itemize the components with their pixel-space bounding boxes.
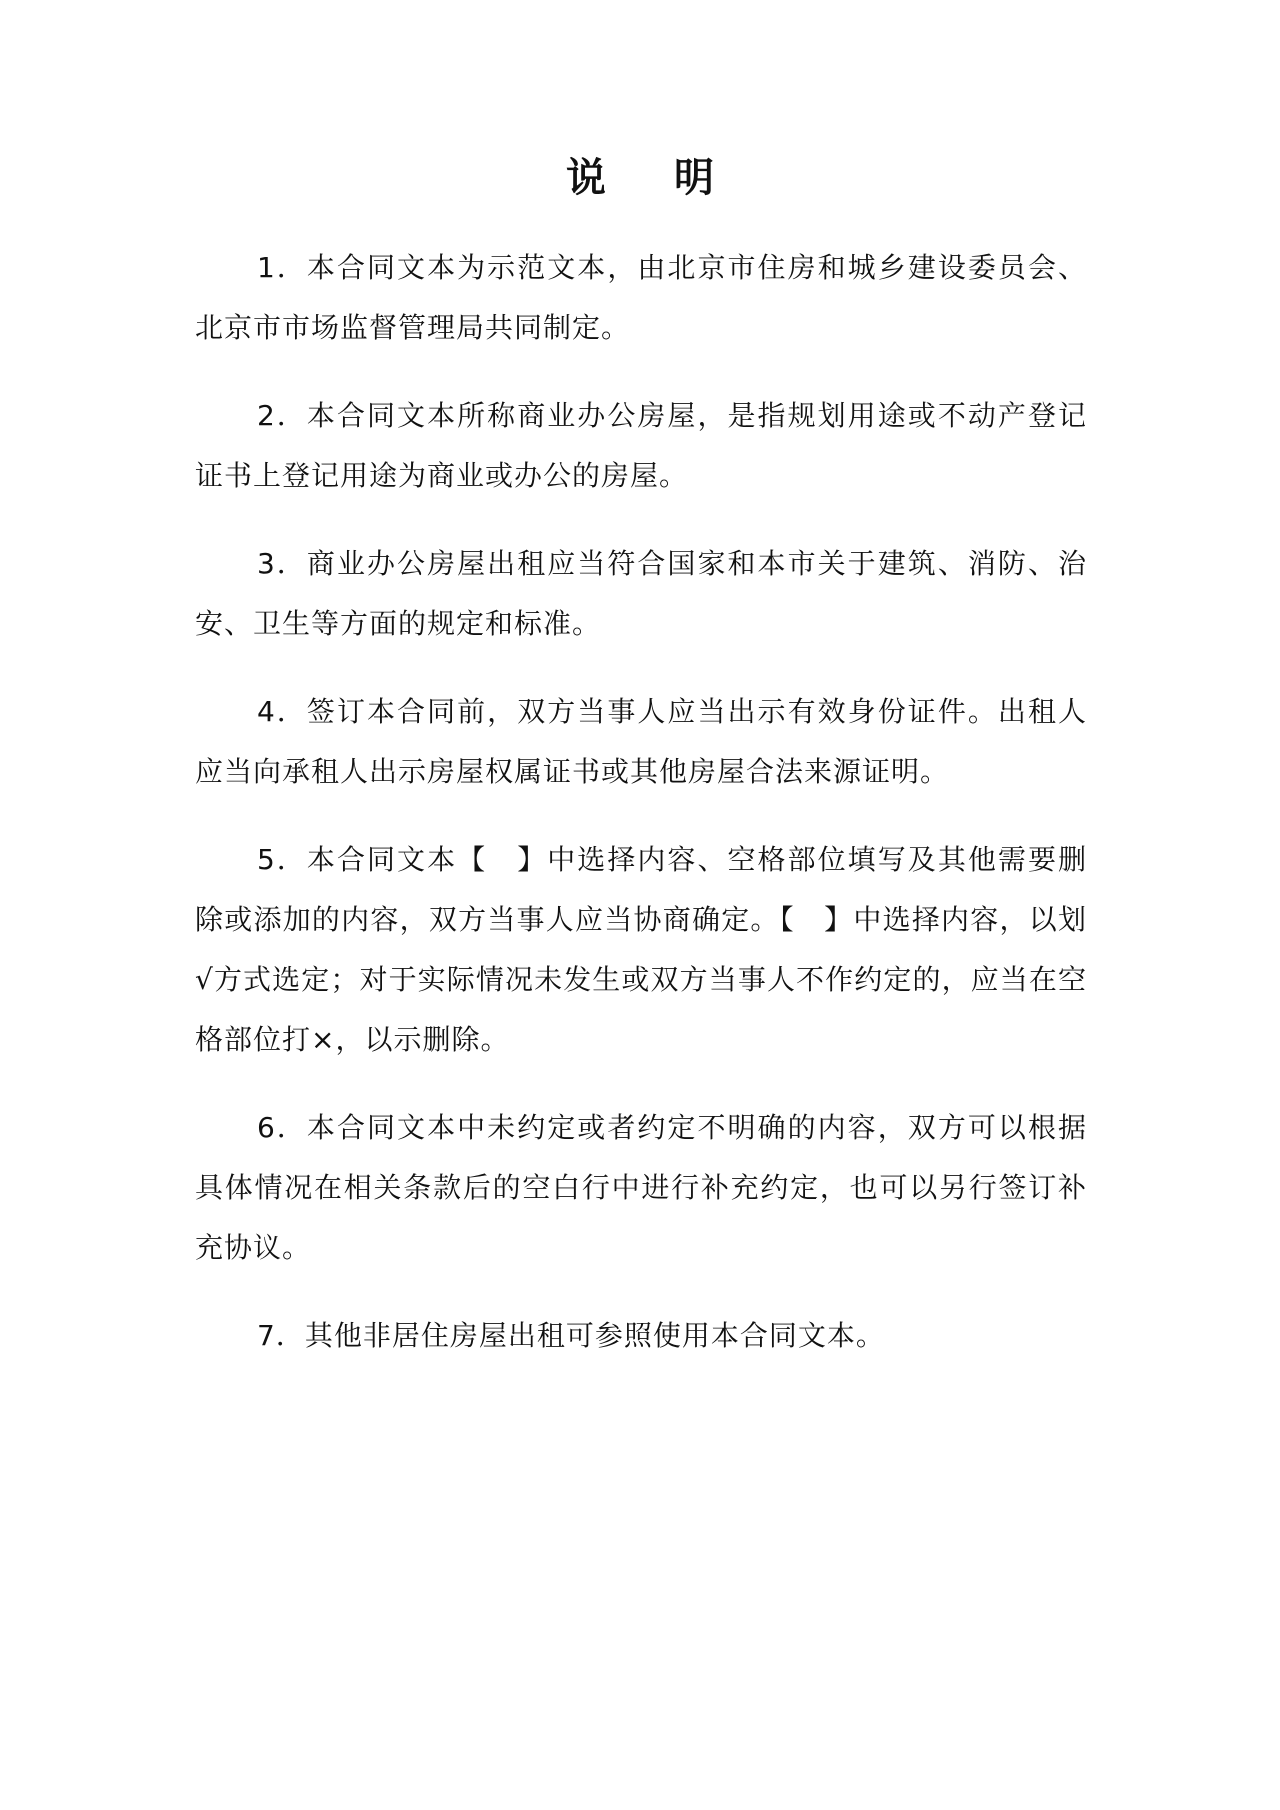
instructions-body bbox=[195, 238, 1087, 1394]
instruction-item-5: 5．本合同文本【 】中选择内容、空格部位填写及其他需要删除或添加的内容，双方当事人应当协商确定。【 】中选择内容，以划√方式选定；对于实际情况未发生或双方当事人不作约定的，应当在空格部位打×，以示删除。 bbox=[195, 843, 1087, 1056]
instruction-item-6: 6．本合同文本中未约定或者约定不明确的内容，双方可以根据具体情况在相关条款后的空白行中进行补充约定，也可以另行签订补充协议。 bbox=[195, 1111, 1087, 1264]
instruction-item-4: 4．签订本合同前，双方当事人应当出示有效身份证件。出租人应当向承租人出示房屋权属证书或其他房屋合法来源证明。 bbox=[195, 695, 1087, 788]
instruction-item-1: 1．本合同文本为示范文本，由北京市住房和城乡建设委员会、北京市市场监督管理局共同制定。 bbox=[195, 251, 1087, 344]
instruction-item-7: 7．其他非居住房屋出租可参照使用本合同文本。 bbox=[257, 1319, 885, 1352]
instruction-item-3: 3．商业办公房屋出租应当符合国家和本市关于建筑、消防、治安、卫生等方面的规定和标准。 bbox=[195, 547, 1087, 640]
page-title: 说明 bbox=[566, 155, 782, 201]
instruction-item-2: 2．本合同文本所称商业办公房屋，是指规划用途或不动产登记证书上登记用途为商业或办公的房屋。 bbox=[195, 399, 1087, 492]
